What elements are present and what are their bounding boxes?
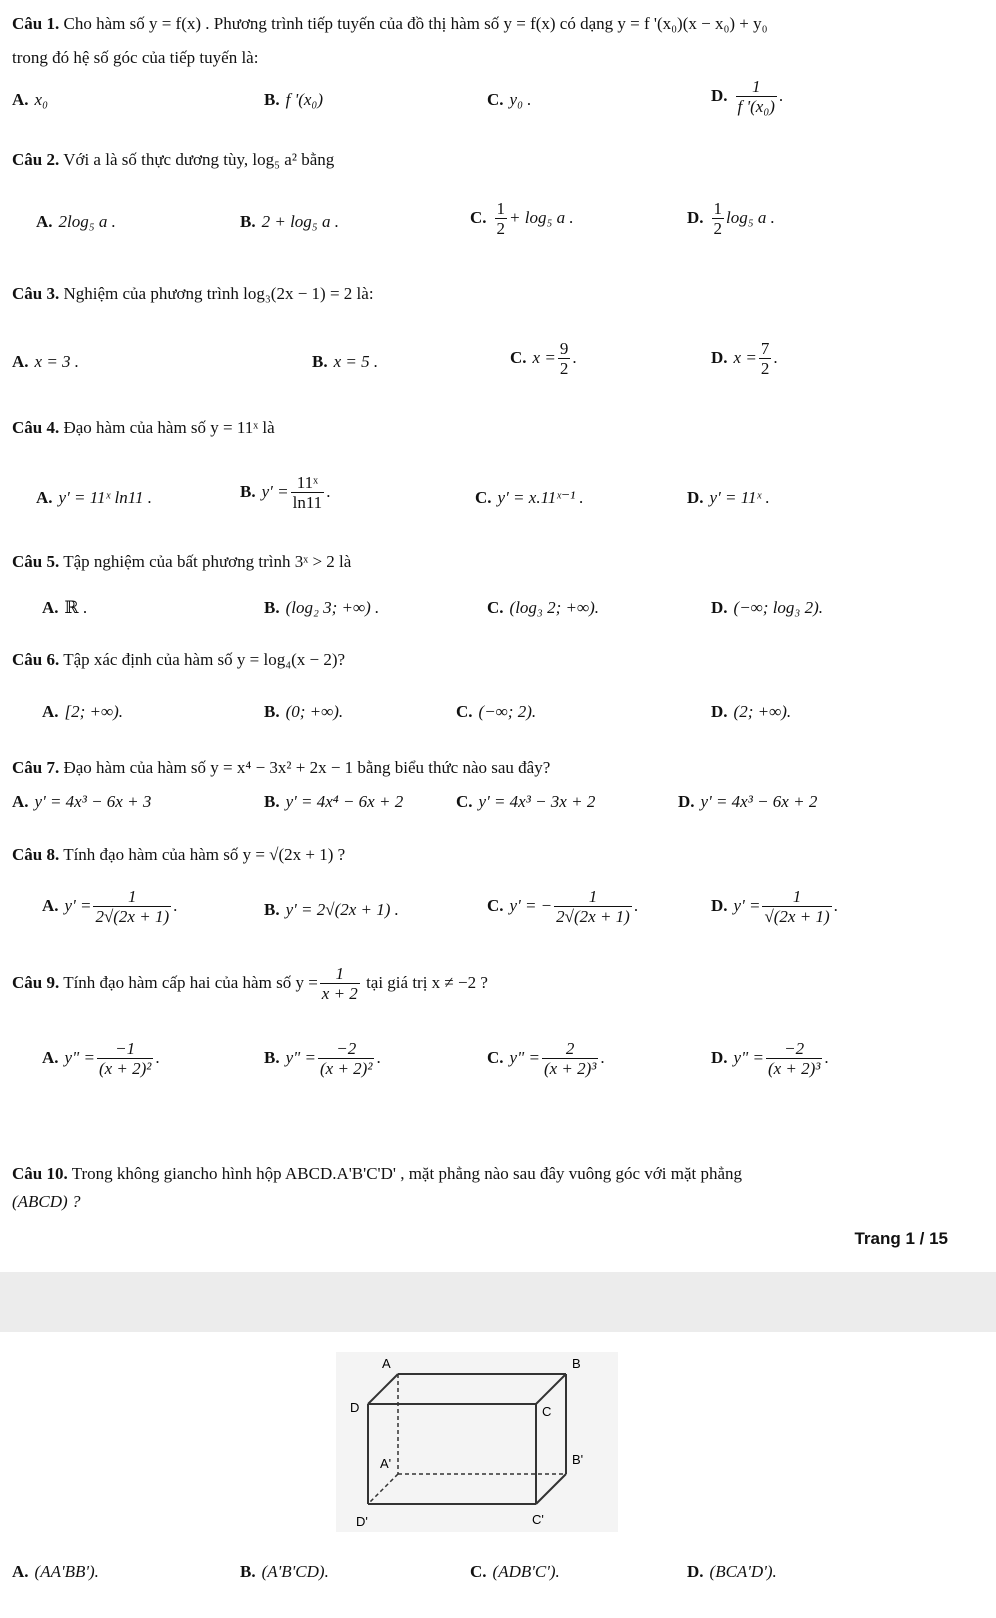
q6-option-d: D. (2; +∞). — [711, 702, 792, 721]
q4-option-b: B. y′ = $\frac{\text{11ˣ}}{\ln 11}$ . — [240, 473, 331, 512]
q6-option-c: C. (−∞; 2). — [456, 702, 537, 721]
q10-stem: Câu 10. Trong không giancho hình hộp ABCD.A'B'C'D' , mặt phẳng nào sau đây vuông góc với mặt phẳng — [12, 1164, 743, 1183]
q7-option-a: A. y' = 4x³ − 6x + 3 — [12, 792, 152, 811]
label-c: C — [542, 1404, 552, 1419]
q1-option-a: A. x₀ — [12, 90, 48, 109]
q1-stem-2: trong đó hệ số góc của tiếp tuyến là: — [12, 48, 259, 67]
label-d: D — [350, 1400, 360, 1415]
q9-stem: Câu 9. Tính đạo hàm cấp hai của hàm số y = $\frac{1}{x + 2}$ tại giá trị x ≠ −2 ? — [12, 964, 488, 1003]
q9-option-d: D. y" = $\frac{-2}{\text{(x + 2)³}}$ . — [711, 1039, 829, 1078]
q2-option-a: A. 2log₅ a . — [36, 212, 116, 231]
q3-option-d: D. x = $\frac{7}{2}$ . — [711, 339, 778, 378]
q1-option-c: C. y₀ . — [487, 90, 532, 109]
q5-stem: Câu 5. Tập nghiệm của bất phương trình 3ˣ > 2 là — [12, 552, 352, 571]
box-figure — [336, 1352, 618, 1532]
q2-stem: Câu 2. Với a là số thực dương tùy, log₅ a² bằng — [12, 150, 335, 169]
q7-option-c: C. y' = 4x³ − 3x + 2 — [456, 792, 596, 811]
q2-option-b: B. 2 + log₅ a . — [240, 212, 339, 231]
q9-option-b: B. y" = $\frac{-2}{\text{(x + 2)²}}$ . — [264, 1039, 381, 1078]
q8-stem: Câu 8. Tính đạo hàm của hàm số y = √(2x + 1) ? — [12, 845, 346, 864]
q5-option-a: A. ℝ . — [42, 598, 88, 617]
page-break — [0, 1272, 996, 1332]
q1-stem: Câu 1. Cho hàm số y = f(x) . Phương trình tiếp tuyến của đồ thị hàm số y = f(x) có dạng y = f '(x₀)(x − x₀) + y₀ — [12, 14, 768, 33]
q3-option-a: A. x = 3 . — [12, 352, 80, 371]
q7-option-b: B. y' = 4x⁴ − 6x + 2 — [264, 792, 404, 811]
edge-c2b2 — [536, 1474, 566, 1504]
q4-option-c: C. y′ = x.11ˣ⁻¹ . — [475, 488, 584, 507]
q6-stem: Câu 6. Tập xác định của hàm số y = log₄(x − 2)? — [12, 650, 346, 669]
q9-option-c: C. y" = $\frac{2}{\text{(x + 2)³}}$ . — [487, 1039, 605, 1078]
label-d2: D' — [356, 1514, 368, 1529]
q5-option-d: D. (−∞; log₃ 2). — [711, 598, 823, 617]
page-number: Trang 1 / 15 — [854, 1229, 948, 1248]
q9-option-a: A. y" = $\frac{-1}{\text{(x + 2)²}}$ . — [42, 1039, 160, 1078]
q5-option-c: C. (log₃ 2; +∞). — [487, 598, 599, 617]
q4-option-a: A. y′ = 11ˣ ln11 . — [36, 488, 153, 507]
label-a: A — [382, 1356, 391, 1371]
q5-option-b: B. (log₂ 3; +∞) . — [264, 598, 380, 617]
q2-option-d: D. $\frac{1}{2}$ log₅ a . — [687, 199, 775, 238]
q10-option-c: C. (ADB'C'). — [470, 1562, 560, 1581]
q8-option-c: C. y' = − $\frac{1}{2√(2x + 1)}$ . — [487, 887, 639, 926]
q10-option-a: A. (AA'BB'). — [12, 1562, 99, 1581]
q7-stem: Câu 7. Đạo hàm của hàm số y = x⁴ − 3x² + 2x − 1 bằng biểu thức nào sau đây? — [12, 758, 551, 777]
q3-option-b: B. x = 5 . — [312, 352, 379, 371]
label-b: B — [572, 1356, 581, 1371]
q4-option-d: D. y′ = 11ˣ . — [687, 488, 770, 507]
q4-stem: Câu 4. Đạo hàm của hàm số y = 11ˣ là — [12, 418, 275, 437]
q10-stem-2: (ABCD) ? — [12, 1192, 81, 1211]
q3-stem: Câu 3. Nghiệm của phương trình log₃(2x − 1) = 2 là: — [12, 284, 374, 303]
q6-option-a: A. [2; +∞). — [42, 702, 124, 721]
edge-a2d2-hidden — [368, 1474, 398, 1504]
q10-option-b: B. (A'B'CD). — [240, 1562, 329, 1581]
label-b2: B' — [572, 1452, 584, 1467]
q7-option-d: D. y' = 4x³ − 6x + 2 — [678, 792, 818, 811]
label-c2: C' — [532, 1512, 544, 1527]
q10-option-d: D. (BCA'D'). — [687, 1562, 777, 1581]
q3-option-c: C. x = $\frac{9}{2}$ . — [510, 339, 577, 378]
edge-bc — [536, 1374, 566, 1404]
q8-option-d: D. y' = $\frac{1}{√(2x + 1)}$ . — [711, 887, 838, 926]
q1-option-b: B. f '(x₀) — [264, 90, 323, 109]
q1-option-d: D. $\frac{1}{\text{f '(x₀)}}$ . — [711, 77, 784, 116]
q8-option-b: B. y' = 2√(2x + 1) . — [264, 900, 399, 919]
edge-da — [368, 1374, 398, 1404]
label-a2: A' — [380, 1456, 392, 1471]
q8-option-a: A. y' = $\frac{1}{2√(2x + 1)}$ . — [42, 887, 178, 926]
q6-option-b: B. (0; +∞). — [264, 702, 344, 721]
q2-option-c: C. $\frac{1}{2}$ + log₅ a . — [470, 199, 574, 238]
